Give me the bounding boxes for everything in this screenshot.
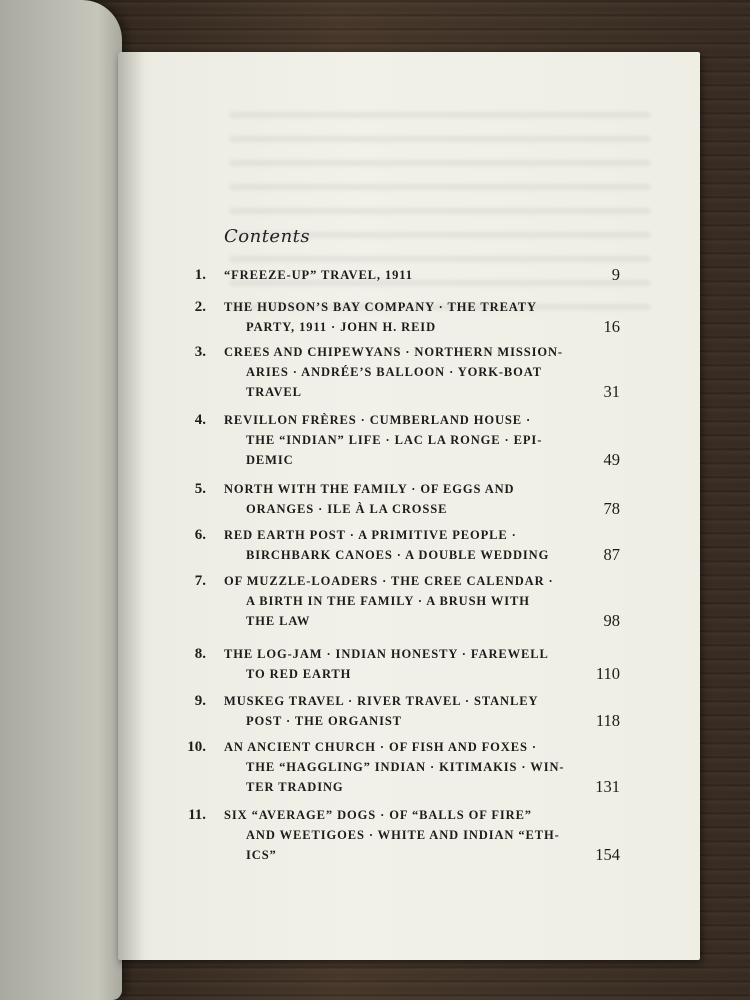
chapter-number: 1. bbox=[194, 267, 206, 283]
chapter-title-line: THE LAW bbox=[246, 614, 311, 628]
chapter-title-line: MUSKEG TRAVEL · RIVER TRAVEL · STANLEY bbox=[224, 694, 539, 708]
chapter-title-line: THE HUDSON’S BAY COMPANY · THE TREATY bbox=[224, 300, 537, 314]
chapter-number: 6. bbox=[194, 527, 206, 543]
page-number: 131 bbox=[595, 777, 620, 796]
chapter-number: 5. bbox=[194, 481, 206, 497]
chapter-title-line: CREES AND CHIPEWYANS · NORTHERN MISSION- bbox=[224, 345, 563, 359]
chapter-title-line: RED EARTH POST · A PRIMITIVE PEOPLE · bbox=[224, 528, 517, 542]
page-number: 118 bbox=[595, 711, 620, 730]
chapter-title-line: SIX “AVERAGE” DOGS · OF “BALLS OF FIRE” bbox=[224, 808, 532, 822]
page-number: 49 bbox=[603, 450, 620, 469]
page-number: 98 bbox=[603, 611, 620, 630]
page-number: 16 bbox=[603, 317, 620, 336]
chapter-title-line: OF MUZZLE-LOADERS · THE CREE CALENDAR · bbox=[224, 574, 554, 588]
page-number: 31 bbox=[603, 382, 620, 401]
chapter-title-line: THE “INDIAN” LIFE · LAC LA RONGE · EPI- bbox=[246, 433, 543, 447]
page-number: 154 bbox=[595, 845, 620, 864]
chapter-title-line: ARIES · ANDRÉE’S BALLOON · YORK-BOAT bbox=[246, 365, 542, 379]
chapter-title-line: AN ANCIENT CHURCH · OF FISH AND FOXES · bbox=[224, 740, 537, 754]
chapter-number: 10. bbox=[187, 739, 206, 755]
chapter-number: 7. bbox=[194, 573, 206, 589]
chapter-title-line: PARTY, 1911 · JOHN H. REID bbox=[246, 320, 436, 334]
chapter-number: 11. bbox=[188, 807, 206, 823]
left-page bbox=[0, 0, 122, 1000]
chapter-title-line: THE “HAGGLING” INDIAN · KITIMAKIS · WIN- bbox=[246, 760, 565, 774]
page-number: 87 bbox=[603, 545, 620, 564]
page-number: 78 bbox=[603, 499, 620, 518]
chapter-number: 3. bbox=[194, 344, 206, 360]
chapter-title-line: BIRCHBARK CANOES · A DOUBLE WEDDING bbox=[246, 548, 550, 562]
chapter-title-line: NORTH WITH THE FAMILY · OF EGGS AND bbox=[224, 482, 515, 496]
page-number: 110 bbox=[595, 664, 620, 683]
chapter-title-line: REVILLON FRÈRES · CUMBERLAND HOUSE · bbox=[224, 413, 532, 427]
chapter-title-line: AND WEETIGOES · WHITE AND INDIAN “ETH- bbox=[246, 828, 560, 842]
contents-heading: Contents bbox=[224, 226, 311, 247]
chapter-title-line: TRAVEL bbox=[246, 385, 302, 399]
page-number: 9 bbox=[611, 265, 620, 284]
chapter-title-line: TO RED EARTH bbox=[246, 667, 352, 681]
chapter-number: 2. bbox=[194, 299, 206, 315]
chapter-number: 4. bbox=[194, 412, 206, 428]
chapter-title-line: POST · THE ORGANIST bbox=[246, 714, 402, 728]
chapter-title-line: DEMIC bbox=[246, 453, 294, 467]
gutter-shadow bbox=[118, 52, 144, 960]
chapter-title-line: A BIRTH IN THE FAMILY · A BRUSH WITH bbox=[246, 594, 530, 608]
chapter-number: 9. bbox=[194, 693, 206, 709]
chapter-title-line: “FREEZE-UP” TRAVEL, 1911 bbox=[224, 268, 413, 282]
chapter-title-line: THE LOG-JAM · INDIAN HONESTY · FAREWELL bbox=[224, 647, 549, 661]
chapter-number: 8. bbox=[194, 646, 206, 662]
chapter-title-line: TER TRADING bbox=[246, 780, 344, 794]
chapter-title-line: ICS” bbox=[246, 848, 277, 862]
chapter-title-line: ORANGES · ILE À LA CROSSE bbox=[246, 502, 448, 516]
